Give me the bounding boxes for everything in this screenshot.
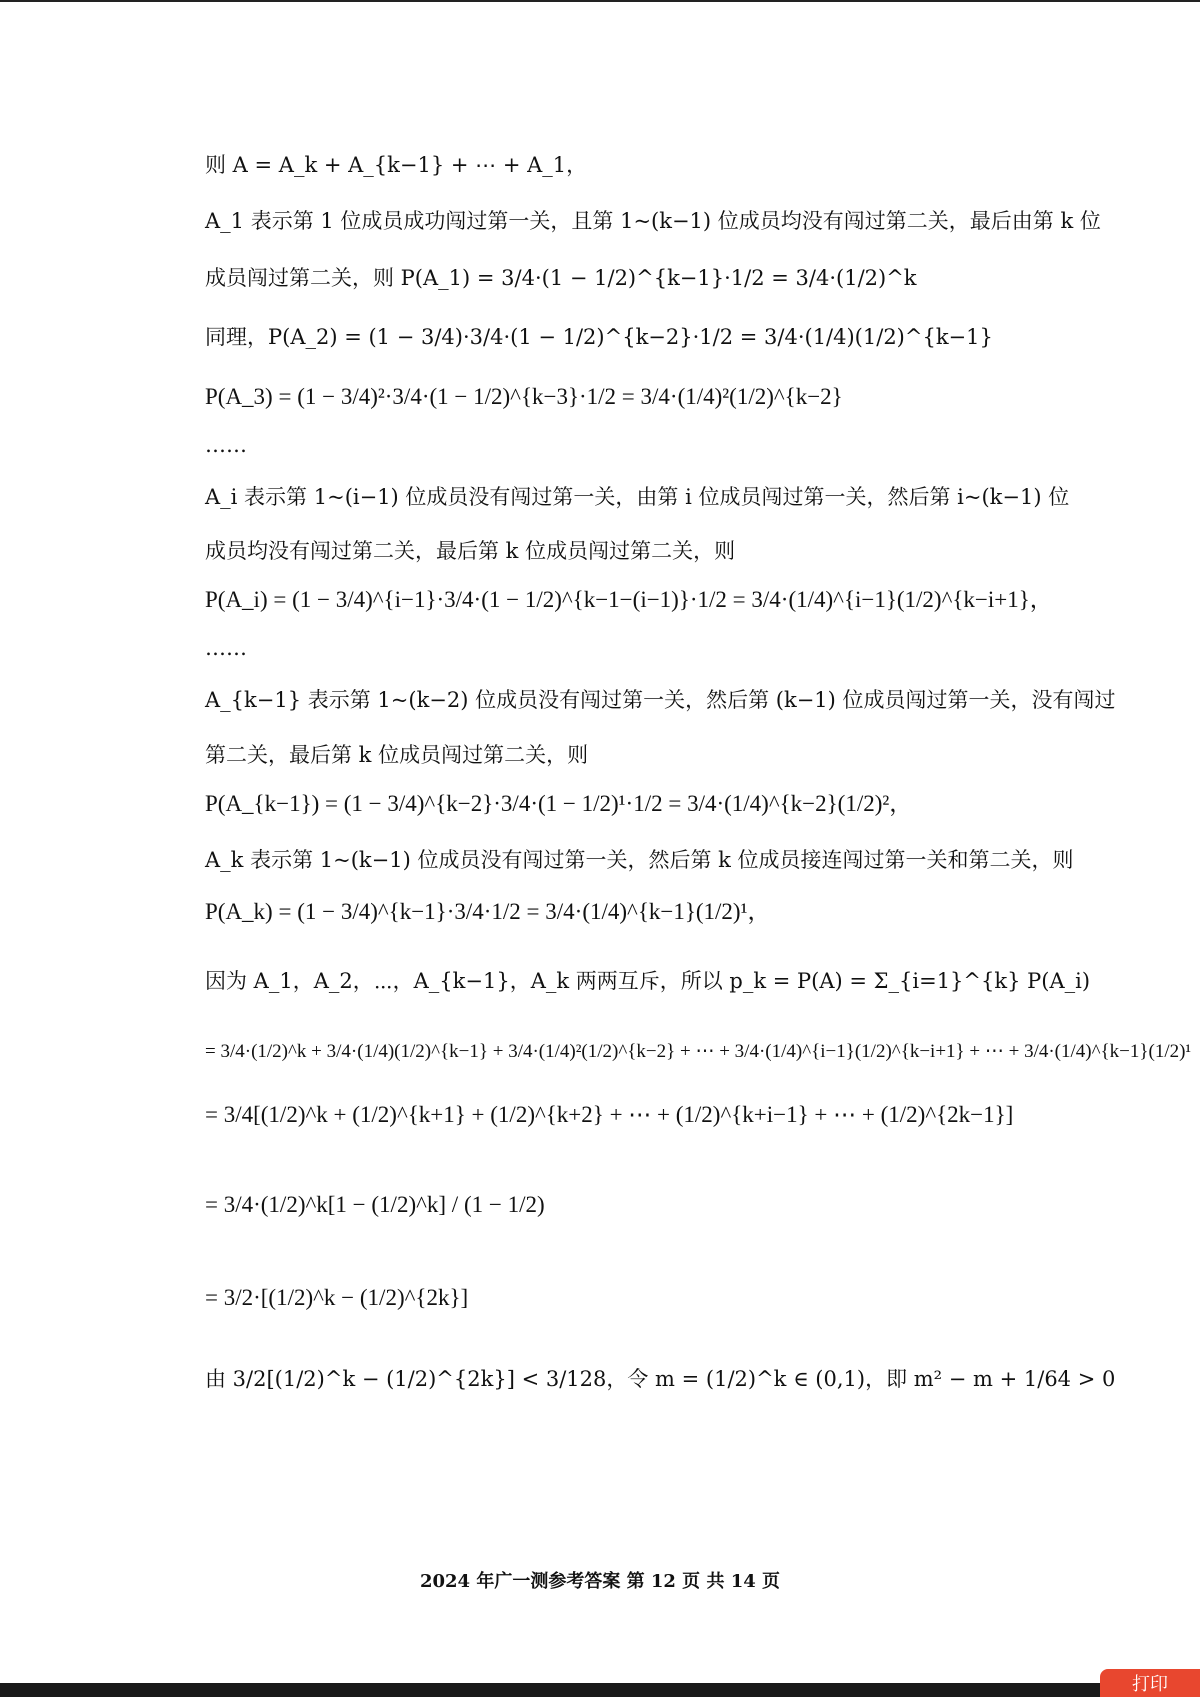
text-line: 第二关，最后第 k 位成员闯过第二关，则 — [205, 743, 589, 767]
formula-line: P(A_{k−1}) = (1 − 3/4)^{k−2}·3/4·(1 − 1/2)¹·1/2 = 3/4·(1/4)^{k−2}(1/2)²， — [205, 791, 913, 816]
formula-line: = 3/4[(1/2)^k + (1/2)^{k+1} + (1/2)^{k+2} + ⋯ + (1/2)^{k+i−1} + ⋯ + (1/2)^{2k−1}] — [205, 1102, 1014, 1127]
text-line: A_k 表示第 1~(k−1) 位成员没有闯过第一关，然后第 k 位成员接连闯过第一关和第二关，则 — [205, 848, 1074, 872]
print-button[interactable]: 打印 — [1100, 1669, 1200, 1697]
text-line: 则 A = A_k + A_{k−1} + ⋯ + A_1， — [205, 153, 588, 177]
bottom-border — [0, 1683, 1200, 1697]
formula-line: = 3/4·(1/2)^k[1 − (1/2)^k] / (1 − 1/2) — [205, 1192, 545, 1217]
text-line: 成员闯过第二关，则 P(A_1) = 3/4·(1 − 1/2)^{k−1}·1/2 = 3/4·(1/2)^k — [205, 266, 917, 290]
text-line: A_{k−1} 表示第 1~(k−2) 位成员没有闯过第一关，然后第 (k−1) 位成员闯过第一关，没有闯过 — [205, 688, 1116, 712]
formula-line: P(A_k) = (1 − 3/4)^{k−1}·3/4·1/2 = 3/4·(1/4)^{k−1}(1/2)¹， — [205, 899, 771, 924]
formula-line: P(A_i) = (1 − 3/4)^{i−1}·3/4·(1 − 1/2)^{k−1−(i−1)}·1/2 = 3/4·(1/4)^{i−1}(1/2)^{k−i+1}， — [205, 587, 1053, 612]
formula-line: = 3/4·(1/2)^k + 3/4·(1/4)(1/2)^{k−1} + 3/4·(1/4)²(1/2)^{k−2} + ⋯ + 3/4·(1/4)^{i−1}(1/2)^{k−i+1} + ⋯ + 3/4·(1/4)^{k−1}(1/2)¹ — [205, 1041, 1192, 1062]
page-footer: 2024 年广一测参考答案 第 12 页 共 14 页 — [419, 1571, 781, 1592]
ellipsis-line: …… — [205, 636, 247, 660]
ellipsis-line: …… — [205, 433, 247, 457]
text-line: 因为 A_1，A_2，⋯，A_{k−1}，A_k 两两互斥，所以 p_k = P(A) = Σ_{i=1}^{k} P(A_i) — [205, 969, 1091, 993]
text-line: 同理，P(A_2) = (1 − 3/4)·3/4·(1 − 1/2)^{k−2}·1/2 = 3/4·(1/4)(1/2)^{k−1} — [205, 325, 993, 349]
formula-line: P(A_3) = (1 − 3/4)²·3/4·(1 − 1/2)^{k−3}·1/2 = 3/4·(1/4)²(1/2)^{k−2} — [205, 384, 843, 409]
text-line: A_1 表示第 1 位成员成功闯过第一关，且第 1~(k−1) 位成员均没有闯过第二关，最后由第 k 位 — [205, 209, 1101, 233]
text-line: 成员均没有闯过第二关，最后第 k 位成员闯过第二关，则 — [205, 539, 736, 563]
formula-line: = 3/2·[(1/2)^k − (1/2)^{2k}] — [205, 1285, 469, 1310]
text-line: 由 3/2[(1/2)^k − (1/2)^{2k}] < 3/128，令 m = (1/2)^k ∈ (0,1)，即 m² − m + 1/64 > 0 — [205, 1367, 1116, 1391]
text-line: A_i 表示第 1~(i−1) 位成员没有闯过第一关，由第 i 位成员闯过第一关，然后第 i~(k−1) 位 — [205, 485, 1070, 509]
